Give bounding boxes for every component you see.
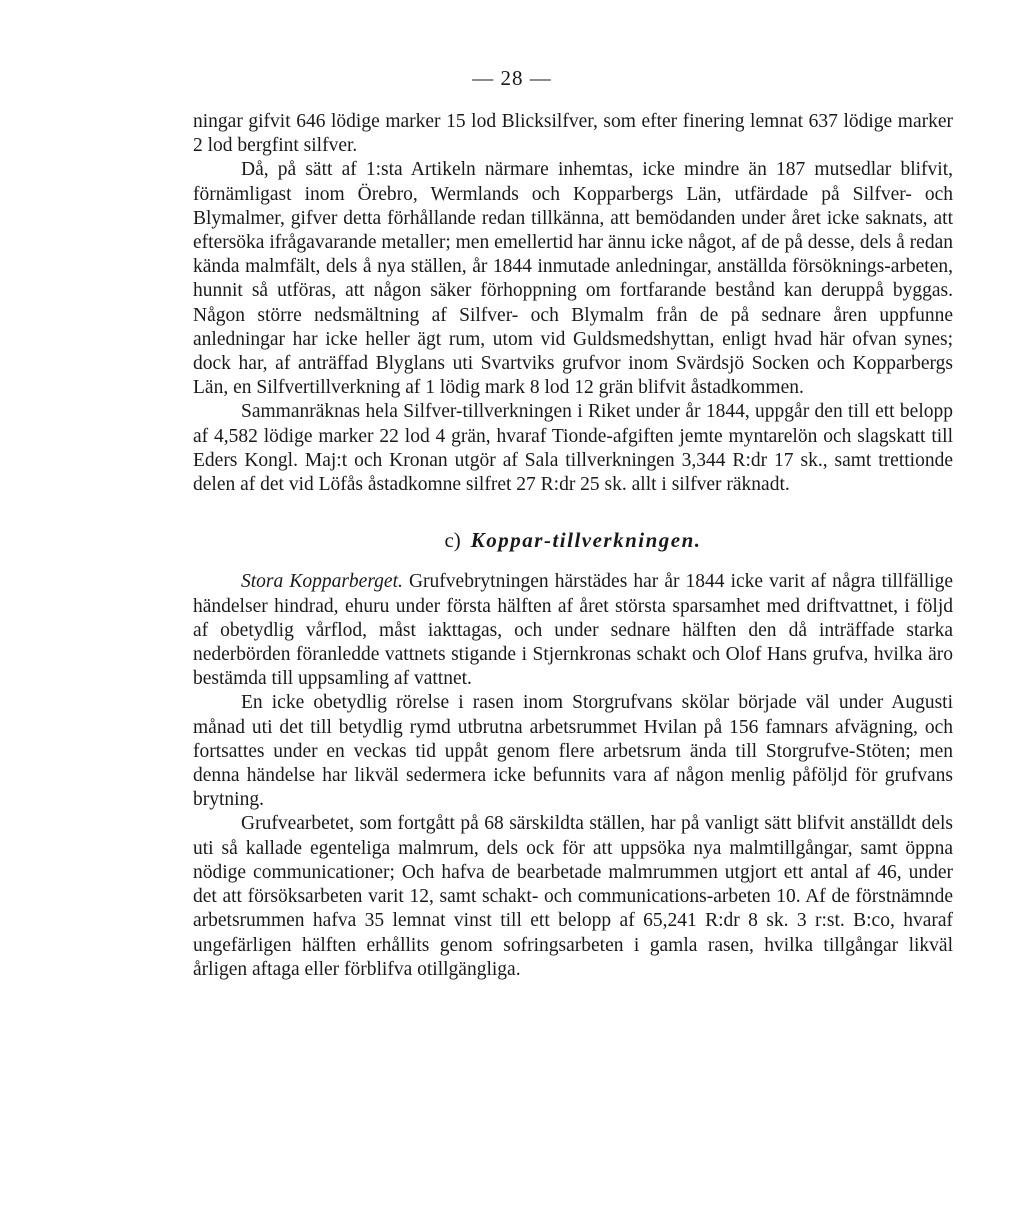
paragraph-body: Grufvebrytningen härstädes har år 1844 icke varit af några tillfällige händelser hindrad, ehuru under första hälften af året största sparsamhet med driftvattnet, i följd af obetydlig vårflod, måst iakttagas, och under sednare hälften den då inträffade starka nederbörden föranledde vattnets stigande i Stjernkronas schakt och Olof Hans grufva, hvilka äro bestämda till uppsamling af vattnet. bbox=[193, 571, 954, 690]
section-title: Koppar-tillverkningen. bbox=[470, 528, 702, 553]
paragraph: Grufvearbetet, som fortgått på 68 särskildta ställen, har på vanligt sätt blifvit anställdt dels uti så kallade egenteliga malmrum, dels ock för att uppsöka nya malmtillgångar, samt öppna nödige communicationer; Och hafva de bearbetade malmrummen utgjort ett antal af 46, under det att försöksarbeten varit 12, samt schakt- och communications-arbeten 10. Af de förstnämnde arbetsrummen hafva 35 lemnat vinst till ett belopp af 65,241 R:dr 8 sk. 3 r:st. B:co, hvaraf ungefärligen hälften erhållits genom sofringsarbeten i gamla rasen, hvilka tillgångar likväl årligen aftaga eller förblifva otillgängliga. bbox=[193, 813, 953, 980]
page-number: — 28 — bbox=[472, 66, 552, 90]
body-text bbox=[193, 110, 953, 982]
section-heading bbox=[193, 528, 953, 552]
section-letter: c) bbox=[444, 528, 461, 553]
paragraph: Sammanräknas hela Silfver-tillverkningen i Riket under år 1844, uppgår den till ett belopp af 4,582 lödige marker 22 lod 4 grän, hvaraf Tionde-afgiften jemte myntarelön och slagskatt till Eders Kongl. Maj:t och Kronan utgör af Sala tillverkningen 3,344 R:dr 17 sk., samt trettionde delen af det vid Löfås åstadkomne silfret 27 R:dr 25 sk. allt i silfver räknadt. bbox=[193, 401, 953, 496]
paragraph-lead: Stora Kopparberget. bbox=[241, 571, 403, 593]
paragraph bbox=[193, 570, 953, 691]
paragraph: En icke obetydlig rörelse i rasen inom Storgrufvans skölar började väl under Augusti månad uti det till betydlig rymd utbrutna arbetsrummet Hvilan på 156 famnars afvägning, och fortsattes under en veckas tid uppåt genom flere arbetsrum ända till Storgrufve-Stöten; men denna händelse har likväl sedermera icke befunnits vara af någon menlig påföljd för grufvans brytning. bbox=[193, 692, 953, 811]
paragraph: Då, på sätt af 1:sta Artikeln närmare inhemtas, icke mindre än 187 mutsedlar blifvit, förnämligast inom Örebro, Wermlands och Kopparbergs Län, utfärdade på Silfver- och Blymalmer, gifver detta förhållande redan tillkänna, att bemödanden under året icke saknats, att eftersöka ifrågavarande metaller; men emellertid har ännu icke något, af de på desse, dels å redan kända malmfält, dels å nya ställen, år 1844 inmutade anledningar, anställda försöknings-arbeten, hunnit så utföras, att någon säker förhoppning om fortfarande bestånd kan deruppå byggas. Någon större nedsmältning af Silfver- och Blymalm från de på sednare åren uppfunne anledningar har icke heller ägt rum, utom vid Guldsmedshyttan, enligt hvad här ofvan synes; dock har, af anträffad Blyglans uti Svartviks grufvor inom Svärdsjö Socken och Kopparbergs Län, en Silfvertillverkning af 1 lödig mark 8 lod 12 grän blifvit åstadkommen. bbox=[193, 159, 953, 399]
paragraph: ningar gifvit 646 lödige marker 15 lod Blicksilfver, som efter finering lemnat 637 lödige marker 2 lod bergfint silfver. bbox=[193, 111, 953, 157]
